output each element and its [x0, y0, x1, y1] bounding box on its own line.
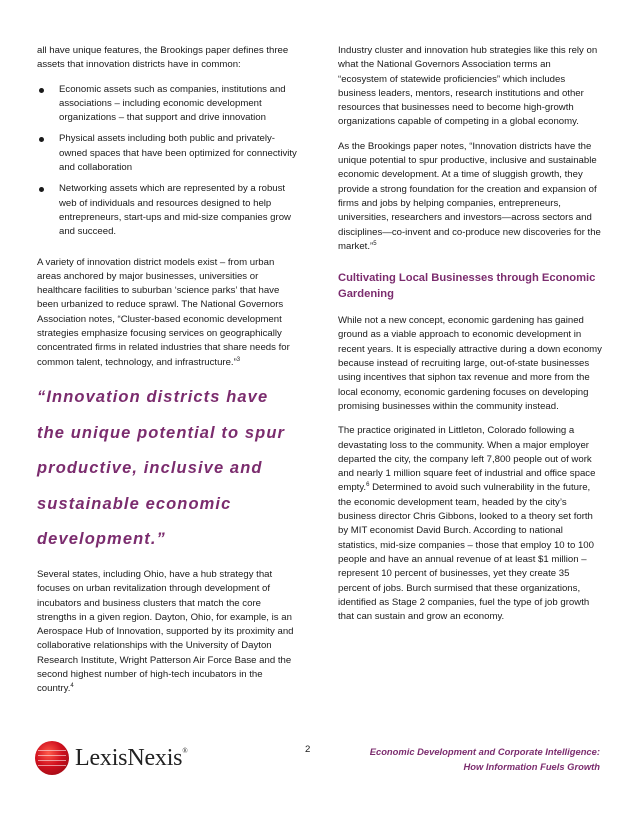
states-paragraph: Several states, including Ohio, have a hub strategy that focuses on urban revitalization through development of incubators and business clusters that match the core strengths in a given region. Dayton, Ohio, for example, is an Aerospace Hub of Innovation, supported by its proximity and collaborative relationships with the University of Dayton Research Institute, Wright Patterson Air Force Base and the second highest number of high-tech incubators in the country.$^4$ — [37, 568, 294, 695]
models-paragraph: A variety of innovation district models exist – from urban areas anchored by major businesses, universities or healthcare facilities to suburban ‘science parks’ that have been urbanized to reduce sprawl. The National Governors Association notes, “Cluster-based economic development strategies emphasize focusing services on geographically concentrated firms in related industries that share needs for common talent, technology, and infrastructure.”$^3$ — [37, 256, 290, 368]
globe-icon — [35, 741, 69, 775]
intro-paragraph: all have unique features, the Brookings paper defines three assets that innovation districts have in common: — [37, 45, 289, 71]
list-item: Economic assets such as companies, institutions and associations – including economic development organizations – that support and drive innovation — [37, 83, 299, 126]
left-column — [37, 44, 299, 707]
gardening-paragraph: While not a new concept, economic gardening has gained ground as a viable approach to economic development in recent years. It is especially attractive during a down economy because instead of recruiting large, out-of-state businesses using incentives that siphon tax revenue and more from the local economy, economic gardening focuses on developing promising businesses within the community instead. — [338, 315, 602, 412]
bullet-icon — [39, 88, 44, 93]
bullet-icon — [39, 187, 44, 192]
littleton-paragraph: The practice originated in Littleton, Colorado following a devastating loss to the community. When a major employer departed the city, the company left 7,800 people out of work and nearly 1 million square feet of industrial and office space empty.$^6$ Determined to avoid such vulnerability in the future, the economic development team, headed by the city’s business director Chris Gibbons, looked to a theory set forth by MIT economist David Burch. According to national statistics, mid-size companies – those that employ 10 to 100 people and have an annual revenue of at least $1 million – represent 10 percent of businesses, yet they create 35 percent of jobs. Burch surmised that these organizations, identified as Stage 2 companies, fuel the type of job growth that can sustain and grow an economy. — [338, 425, 596, 623]
page-number: 2 — [305, 744, 311, 755]
footnote-ref: 3 — [236, 356, 241, 363]
lexisnexis-logo — [35, 741, 195, 779]
footnote-ref: 5 — [373, 240, 377, 247]
footer-title: Economic Development and Corporate Intelligence: How Information Fuels Growth — [369, 746, 600, 772]
cluster-paragraph: Industry cluster and innovation hub strategies like this rely on what the National Governors Association terms an “ecosystem of statewide proficiencies” which includes business leaders, mentors, research institutions and other resources that businesses need to become high-growth organizations capable of competing in a global economy. — [338, 45, 598, 128]
assets-list — [37, 83, 299, 240]
list-item: Networking assets which are represented by a robust web of individuals and resources designed to help entrepreneurs, start-ups and mid-size companies grow and succeed. — [37, 182, 299, 239]
right-column — [338, 44, 602, 634]
bullet-icon — [39, 137, 44, 142]
list-item: Physical assets including both public and privately-owned spaces that have been optimized for connectivity and collaboration — [37, 132, 299, 175]
brookings-paragraph: As the Brookings paper notes, “Innovation districts have the unique potential to spur productive, inclusive and sustainable economic development. At a time of sluggish growth, they provide a strong foundation for the creation and expansion of firms and jobs by helping companies, entrepreneurs, universities, researchers and investors—across sectors and disciplines—co-invent and co-produce new discoveries for the market.”$^5$ — [338, 140, 601, 252]
section-heading: Cultivating Local Businesses through Economic Gardening — [338, 272, 596, 301]
footnote-ref: 6 — [366, 482, 370, 489]
footnote-ref: 4 — [70, 683, 74, 690]
logo-wordmark: LexisNexis® — [75, 745, 188, 771]
pull-quote: “Innovation districts have the unique potential to spur productive, inclusive and sustainable economic development.” — [37, 387, 286, 549]
